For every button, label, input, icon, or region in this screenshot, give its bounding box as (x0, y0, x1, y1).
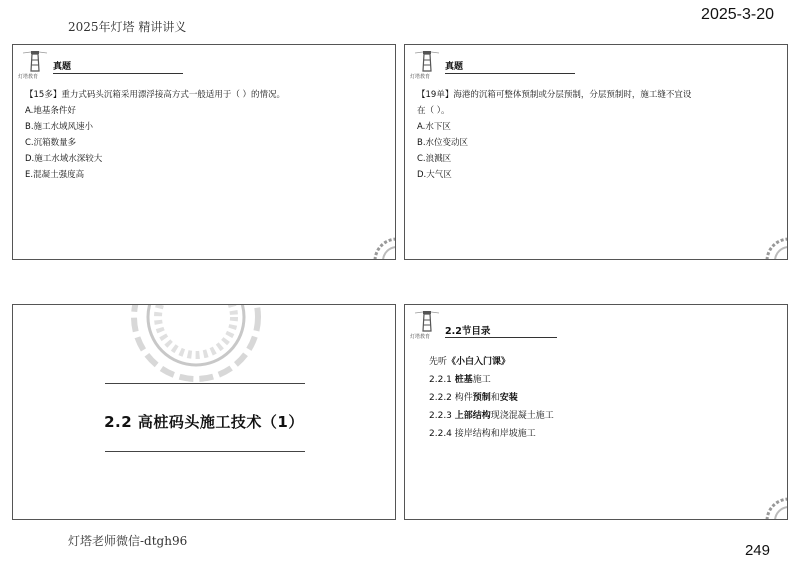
question-text-line1: 【19单】海港的沉箱可整体预制或分层预制，分层预制时，施工缝不宜设 (417, 90, 692, 100)
toc-item-num: 2.2.2 构件 (429, 393, 473, 403)
logo-caption: 灯塔教育 (410, 334, 431, 340)
toc-item-bold: 上部结构 (454, 411, 491, 421)
slide-thumbnail-1[interactable] (12, 44, 396, 260)
header-left-text: 2025年灯塔 精讲讲义 (68, 20, 187, 34)
toc-item-rest: 接岸结构和岸坡施工 (454, 429, 536, 439)
toc-intro-course: 《小白入门课》 (447, 357, 511, 367)
toc-item-rest: 现浇混凝土施工 (490, 411, 554, 421)
toc-intro-prefix: 先听 (429, 357, 448, 367)
corner-decoration-icon (369, 233, 396, 260)
option-a: A.水下区 (417, 122, 451, 132)
slide-title: 真题 (445, 62, 464, 72)
option-a: A.地基条件好 (25, 106, 76, 116)
logo-caption: 灯塔教育 (410, 74, 431, 80)
toc-intro (429, 353, 554, 371)
question-text: 【15多】重力式码头沉箱采用漂浮接高方式一般适用于（ ）的情况。 (25, 90, 286, 100)
title-underline (53, 73, 183, 74)
option-c: C.沉箱数量多 (25, 138, 77, 148)
option-d: D.施工水域水深较大 (25, 154, 103, 164)
toc-item-mid: 和 (490, 393, 500, 403)
toc-item-rest: 施工 (472, 375, 491, 385)
toc-item-bold: 预制 (472, 393, 491, 403)
option-d: D.大气区 (417, 170, 452, 180)
footer-left-text: 灯塔老师微信-dtgh96 (68, 534, 188, 548)
toc-item-num: 2.2.4 (429, 429, 455, 439)
toc-item-2-2-2[interactable] (429, 389, 554, 407)
slide-thumbnail-2[interactable] (404, 44, 788, 260)
toc-item-bold2: 安装 (499, 393, 518, 403)
logo-caption: 灯塔教育 (18, 74, 39, 80)
divider-top (105, 383, 305, 384)
circular-decoration-icon (121, 304, 271, 387)
divider-bottom (105, 451, 305, 452)
option-e: E.混凝土强度高 (25, 170, 85, 180)
option-c: C.浪溅区 (417, 154, 452, 164)
toc-item-bold: 桩基 (454, 375, 473, 385)
toc-item-num: 2.2.3 (429, 411, 455, 421)
toc-title: 2.2节目录 (445, 326, 491, 337)
slide-thumbnail-4[interactable] (404, 304, 788, 520)
slide-title: 真题 (53, 62, 72, 72)
corner-decoration-icon (761, 493, 788, 520)
slide-thumbnail-3[interactable] (12, 304, 396, 520)
question-text-line2: 在（ ）。 (417, 106, 450, 116)
header-date: 2025-3-20 (701, 6, 774, 23)
option-b: B.施工水域风速小 (25, 122, 94, 132)
toc-item-2-2-1[interactable] (429, 371, 554, 389)
page-number: 249 (744, 542, 770, 559)
title-underline (445, 73, 575, 74)
toc-item-2-2-4[interactable] (429, 425, 554, 443)
toc-item-num: 2.2.1 (429, 375, 455, 385)
option-b: B.水位变动区 (417, 138, 469, 148)
corner-decoration-icon (761, 233, 788, 260)
toc-item-2-2-3[interactable] (429, 407, 554, 425)
title-underline (445, 337, 557, 338)
section-title: 2.2 高桩码头施工技术（1） (104, 413, 304, 431)
